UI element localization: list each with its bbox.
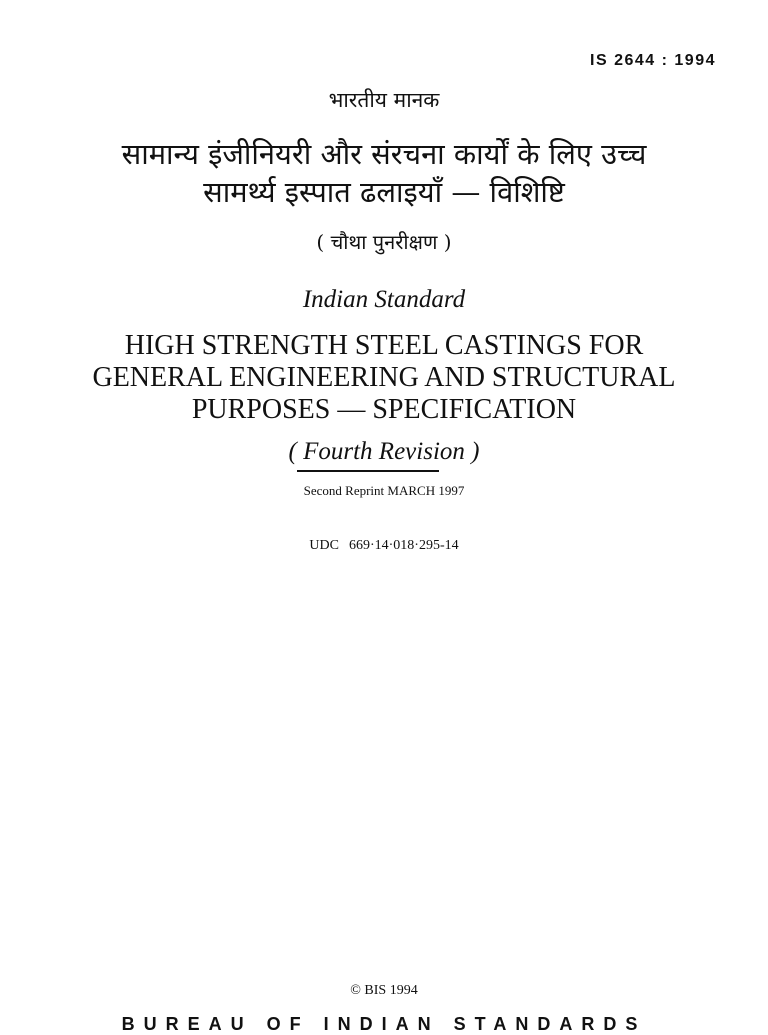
udc-line	[0, 538, 768, 554]
revision-underline	[297, 470, 439, 472]
udc-label: UDC	[309, 538, 339, 553]
english-title-line-2: GENERAL ENGINEERING AND STRUCTURAL	[92, 362, 676, 393]
hindi-title-line-2: सामर्थ्य इस्पात ढलाइयाँ — विशिष्टि	[203, 175, 565, 209]
publisher-name: BUREAU OF INDIAN STANDARDS	[121, 1014, 647, 1034]
udc-code: 669·14·018·295-14	[348, 538, 459, 553]
standard-number: IS 2644 : 1994	[590, 52, 716, 69]
reprint-date: MARCH 1997	[387, 483, 465, 498]
copyright-notice: © BIS 1994	[350, 983, 418, 998]
reprint-label: Second Reprint	[303, 483, 385, 498]
english-title-line-1: HIGH STRENGTH STEEL CASTINGS FOR	[124, 330, 644, 361]
reprint-note	[0, 483, 768, 499]
hindi-revision: ( चौथा पुनरीक्षण )	[316, 230, 452, 254]
english-title-line-3: PURPOSES — SPECIFICATION	[191, 394, 577, 425]
hindi-subtitle: भारतीय मानक	[328, 88, 440, 112]
hindi-title-line-1: सामान्य इंजीनियरी और संरचना कार्यों के लिए उच्च	[121, 137, 647, 171]
english-revision: ( Fourth Revision )	[288, 438, 480, 465]
english-subtitle: Indian Standard	[302, 286, 466, 313]
